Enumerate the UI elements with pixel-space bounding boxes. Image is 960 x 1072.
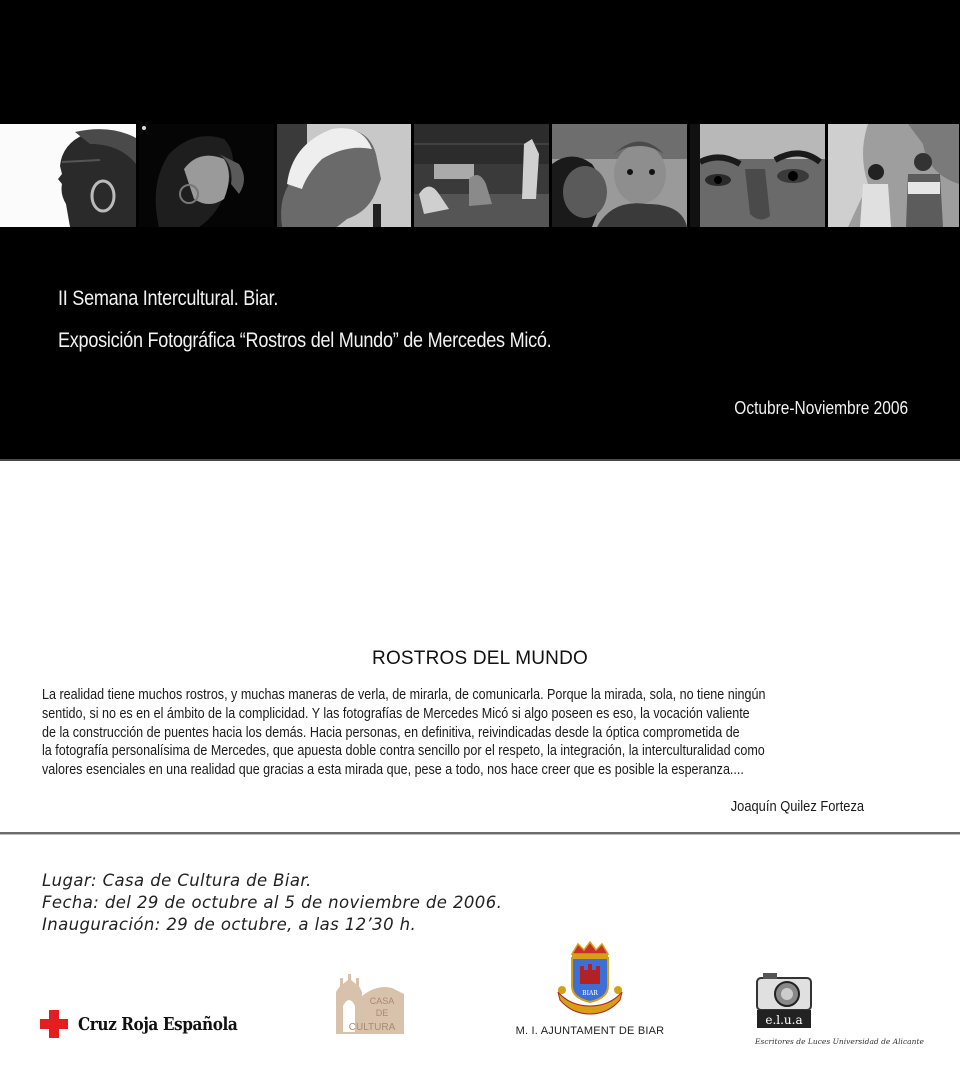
article-line: sentido, si no es en el ámbito de la complicidad. Y las fotografías de Mercedes Micó si algo poseen es eso, la vocación valiente: [42, 705, 750, 722]
article-body: [42, 686, 919, 780]
article-line: La realidad tiene muchos rostros, y muchas maneras de verla, de mirarla, de comunicarla. Porque la mirada, sola, no tiene ningún: [42, 687, 766, 703]
info-fecha: Fecha: del 29 de octubre al 5 de noviembre de 2006.: [42, 893, 503, 912]
svg-text:DE: DE: [375, 1008, 389, 1018]
event-dates: Octubre-Noviembre 2006: [734, 398, 908, 418]
camera-icon: [755, 970, 815, 1030]
svg-text:CASA: CASA: [369, 996, 395, 1006]
svg-text:CULTURA: CULTURA: [348, 1022, 396, 1033]
article-author: Joaquín Quilez Forteza: [730, 798, 864, 815]
logo-cruz-roja: [40, 1010, 266, 1038]
article-line: de la construcción de puentes hacia los demás. Hacia personas, en definitiva, reivindicadas desde la óptica comprometida de: [42, 724, 740, 741]
photo-woman-profile: [0, 124, 136, 227]
svg-text:e.l.u.a: e.l.u.a: [765, 1013, 803, 1027]
photo-mother-and-baby: [552, 124, 687, 227]
photo-strip: [0, 124, 960, 227]
photo-elderly-woman: [277, 124, 411, 227]
ajuntament-label: M. I. AJUNTAMENT DE BIAR: [515, 1025, 665, 1037]
biar-coat-of-arms-icon: [550, 940, 630, 1016]
article-line: valores esenciales en una realidad que gracias a esta mirada que, pese a todo, nos hace creer que es posible la esperanza....: [42, 762, 744, 779]
logo-ajuntament-biar: [515, 940, 665, 1037]
photo-mans-eyes: [690, 124, 825, 227]
elua-label: Escritores de Luces Universidad de Alicante: [755, 1037, 924, 1046]
article-line: la fotografía personalísima de Mercedes, que apuesta doble contra sencillo por el respeto, la integración, la interculturalidad como: [42, 743, 765, 760]
info-lugar: Lugar: Casa de Cultura de Biar.: [42, 871, 312, 890]
photo-smiling-woman: [139, 124, 274, 227]
logo-elua: [755, 970, 935, 1046]
red-cross-icon: [40, 1010, 68, 1038]
article-heading: ROSTROS DEL MUNDO: [372, 648, 588, 669]
event-info: [42, 870, 502, 936]
cruz-roja-label: Cruz Roja Española: [78, 1013, 238, 1035]
event-title: II Semana Intercultural. Biar.: [58, 287, 279, 310]
casa-de-cultura-icon: [332, 972, 408, 1036]
logo-casa-de-cultura: [332, 972, 408, 1036]
photo-people-on-grass: [414, 124, 549, 227]
header-band-edge: [0, 459, 960, 461]
header-band: [0, 0, 960, 459]
exhibition-title: Exposición Fotográfica “Rostros del Mundo” de Mercedes Micó.: [58, 329, 552, 352]
svg-text:BIAR: BIAR: [582, 990, 598, 997]
info-inauguracion: Inauguración: 29 de octubre, a las 12’30 h.: [42, 915, 417, 934]
divider-shadow: [0, 834, 960, 835]
photo-two-girls: [828, 124, 959, 227]
